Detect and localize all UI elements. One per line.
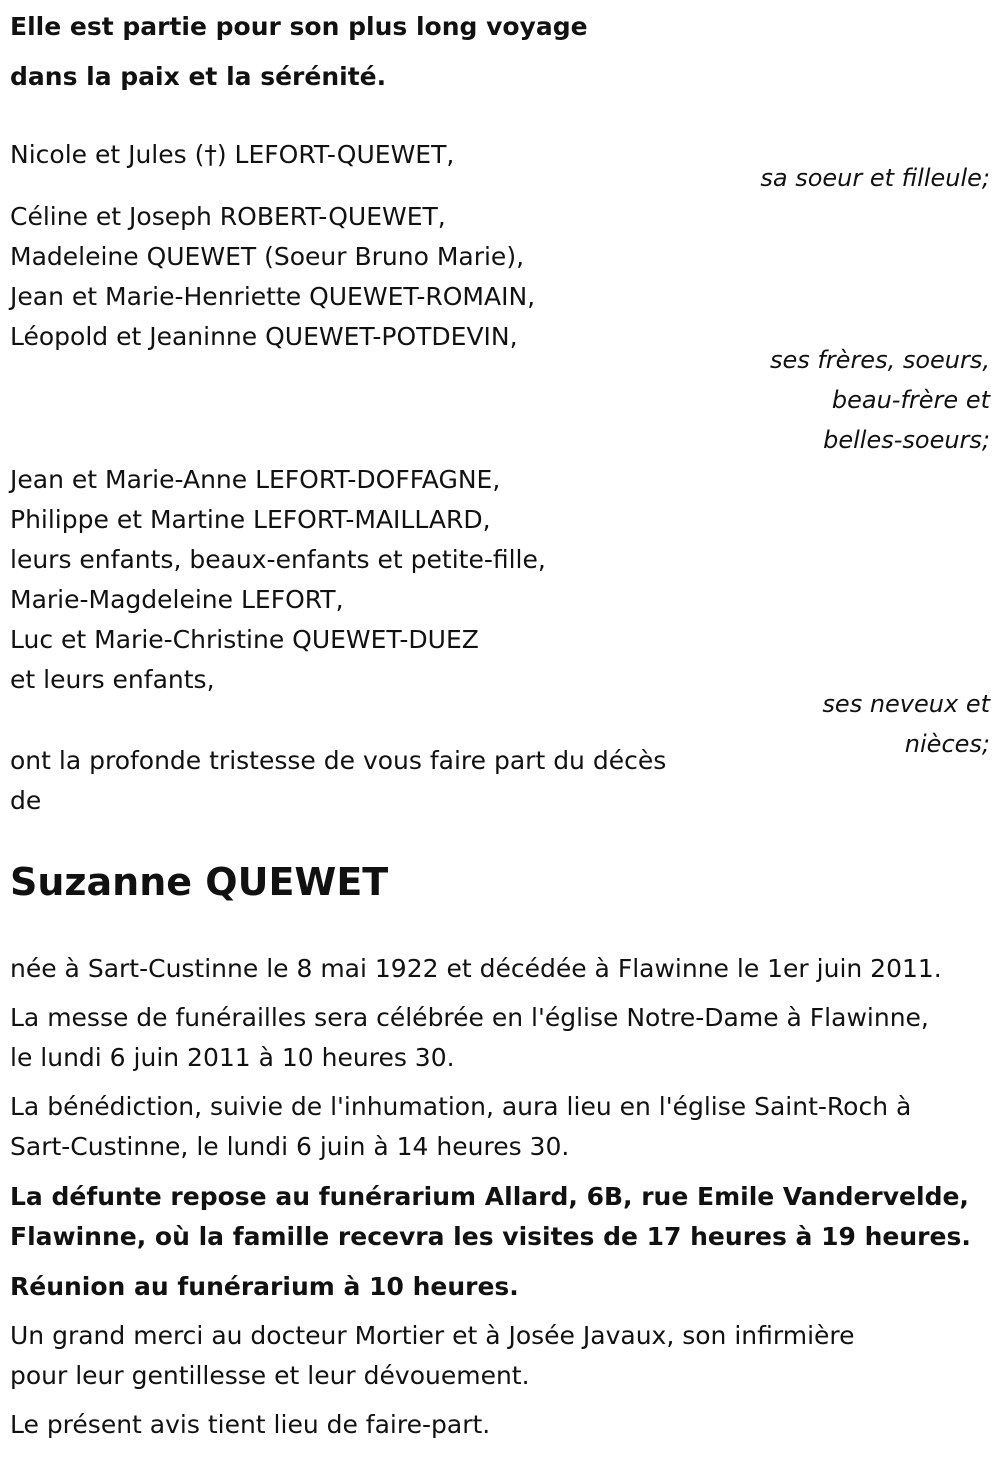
meeting-info [10, 1267, 519, 1307]
birth-death-info [10, 949, 942, 989]
benediction-info [10, 1087, 911, 1167]
role-line: belles-soeurs; [823, 426, 990, 454]
detail-line: le lundi 6 juin 2011 à 10 heures 30. [10, 1043, 455, 1072]
family-group-nephews [10, 460, 546, 700]
family-member-line: Nicole et Jules (†) LEFORT-QUEWET, [10, 140, 455, 169]
announcement-line: ont la profonde tristesse de vous faire part du décès [10, 746, 667, 775]
family-member-line: Céline et Joseph ROBERT-QUEWET, [10, 202, 446, 231]
epigraph-line: dans la paix et la sérénité. [10, 62, 387, 91]
family-member-line: Luc et Marie-Christine QUEWET-DUEZ [10, 625, 479, 654]
role-siblings [770, 340, 990, 460]
role-line: nièces; [904, 730, 990, 758]
funeral-mass-info [10, 998, 929, 1078]
role-nephews [822, 684, 990, 764]
role-line: ses frères, soeurs, [769, 346, 990, 374]
family-member-line: Léopold et Jeaninne QUEWET-POTDEVIN, [10, 322, 518, 351]
family-group-sister [10, 135, 454, 175]
family-member-line: Jean et Marie-Henriette QUEWET-ROMAIN, [10, 282, 536, 311]
epigraph [10, 2, 588, 102]
family-group-siblings [10, 197, 535, 357]
thanks-note [10, 1316, 855, 1396]
detail-line: pour leur gentillesse et leur dévouement. [10, 1361, 530, 1390]
epigraph-line: Elle est partie pour son plus long voyage [10, 12, 588, 41]
role-line: ses neveux et [822, 690, 990, 718]
family-member-line: leurs enfants, beaux-enfants et petite-fille, [10, 545, 546, 574]
deceased-name: Suzanne QUEWET [10, 860, 389, 904]
family-member-line: Marie-Magdeleine LEFORT, [10, 585, 344, 614]
detail-line: La messe de funérailles sera célébrée en l'église Notre-Dame à Flawinne, [10, 1003, 929, 1032]
announcement-line: de [10, 786, 42, 815]
detail-line: Sart-Custinne, le lundi 6 juin à 14 heures 30. [10, 1132, 570, 1161]
notice [10, 1405, 490, 1445]
detail-line: Réunion au funérarium à 10 heures. [10, 1272, 519, 1301]
family-member-line: Madeleine QUEWET (Soeur Bruno Marie), [10, 242, 525, 271]
detail-line: La bénédiction, suivie de l'inhumation, aura lieu en l'église Saint-Roch à [10, 1092, 912, 1121]
family-member-line: et leurs enfants, [10, 665, 215, 694]
detail-line: Flawinne, où la famille recevra les visites de 17 heures à 19 heures. [10, 1222, 971, 1251]
detail-line: Un grand merci au docteur Mortier et à Josée Javaux, son infirmière [10, 1321, 855, 1350]
funerarium-info [10, 1177, 971, 1257]
family-member-line: Philippe et Martine LEFORT-MAILLARD, [10, 505, 491, 534]
detail-line: La défunte repose au funérarium Allard, 6B, rue Emile Vandervelde, [10, 1182, 969, 1211]
family-member-line: Jean et Marie-Anne LEFORT-DOFFAGNE, [10, 465, 501, 494]
role-sister [760, 158, 990, 198]
role-line: beau-frère et [831, 386, 990, 414]
announcement [10, 741, 666, 821]
role-line: sa soeur et filleule; [760, 164, 990, 192]
detail-line: née à Sart-Custinne le 8 mai 1922 et décédée à Flawinne le 1er juin 2011. [10, 954, 942, 983]
detail-line: Le présent avis tient lieu de faire-part. [10, 1410, 491, 1439]
